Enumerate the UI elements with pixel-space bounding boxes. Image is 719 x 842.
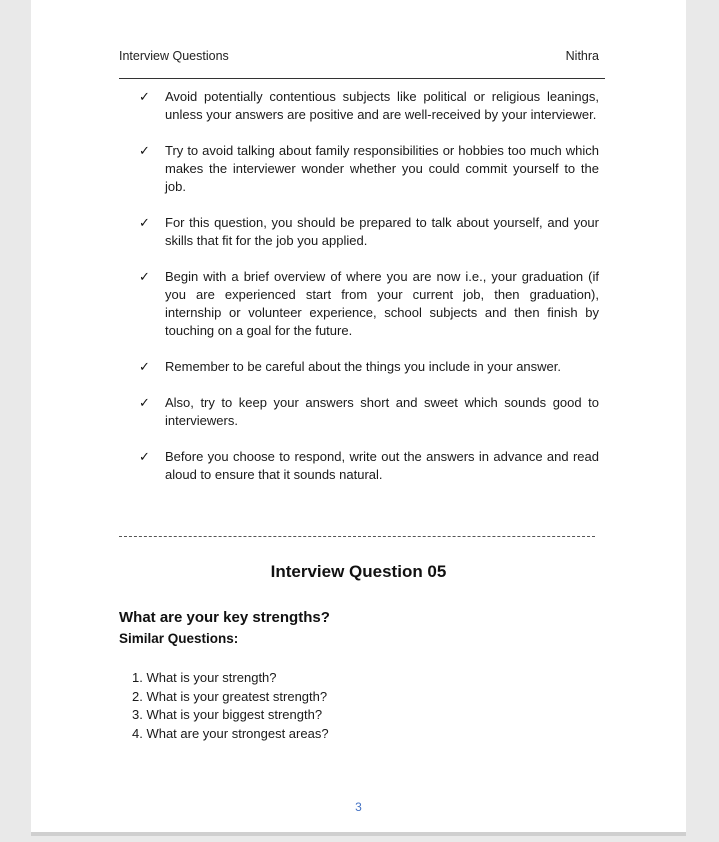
question-heading: Interview Question 05 <box>270 562 447 581</box>
document-page <box>31 0 686 832</box>
list-item: 1. What is your strength? <box>132 670 277 685</box>
checkmark-icon: ✓ <box>139 89 150 104</box>
checkmark-icon: ✓ <box>139 143 150 158</box>
header-divider <box>119 78 605 79</box>
tips-list <box>139 88 599 502</box>
list-item: ✓ Begin with a brief overview of where you are now i.e., your graduation (if you are experienced start from your current job, then graduation), internship or volunteer experience, school subjects and then finish by touching on a goal for the future. <box>139 269 599 338</box>
list-item: ✓ Try to avoid talking about family responsibilities or hobbies too much which makes the interviewer wonder whether you could commit yourself to the job. <box>139 143 599 194</box>
header-title: Interview Questions <box>119 49 229 63</box>
list-item: 4. What are your strongest areas? <box>132 725 329 741</box>
header-brand: Nithra <box>565 49 599 63</box>
list-item: 2. What is your greatest strength? <box>132 688 328 704</box>
checkmark-icon: ✓ <box>139 359 150 374</box>
checkmark-icon: ✓ <box>139 269 150 284</box>
list-item: ✓ For this question, you should be prepared to talk about yourself, and your skills that fit for the job you applied. <box>139 215 599 248</box>
section-divider <box>119 536 595 537</box>
list-item: 3. What is your biggest strength? <box>132 707 323 722</box>
page-shadow <box>31 832 686 836</box>
list-item: ✓ Avoid potentially contentious subjects like political or religious leanings, unless your answers are positive and are well-received by your interviewer. <box>139 89 599 122</box>
similar-questions-list <box>132 669 329 743</box>
page-number: 3 <box>355 800 362 814</box>
question-title: What are your key strengths? <box>119 609 330 626</box>
list-item: ✓ Also, try to keep your answers short and sweet which sounds good to interviewers. <box>139 395 599 428</box>
similar-questions-label: Similar Questions: <box>119 631 239 646</box>
list-item: ✓ Before you choose to respond, write out the answers in advance and read aloud to ensure that it sounds natural. <box>139 449 599 482</box>
checkmark-icon: ✓ <box>139 395 150 410</box>
list-item: ✓ Remember to be careful about the things you include in your answer. <box>139 359 562 374</box>
checkmark-icon: ✓ <box>139 449 150 464</box>
checkmark-icon: ✓ <box>139 215 150 230</box>
